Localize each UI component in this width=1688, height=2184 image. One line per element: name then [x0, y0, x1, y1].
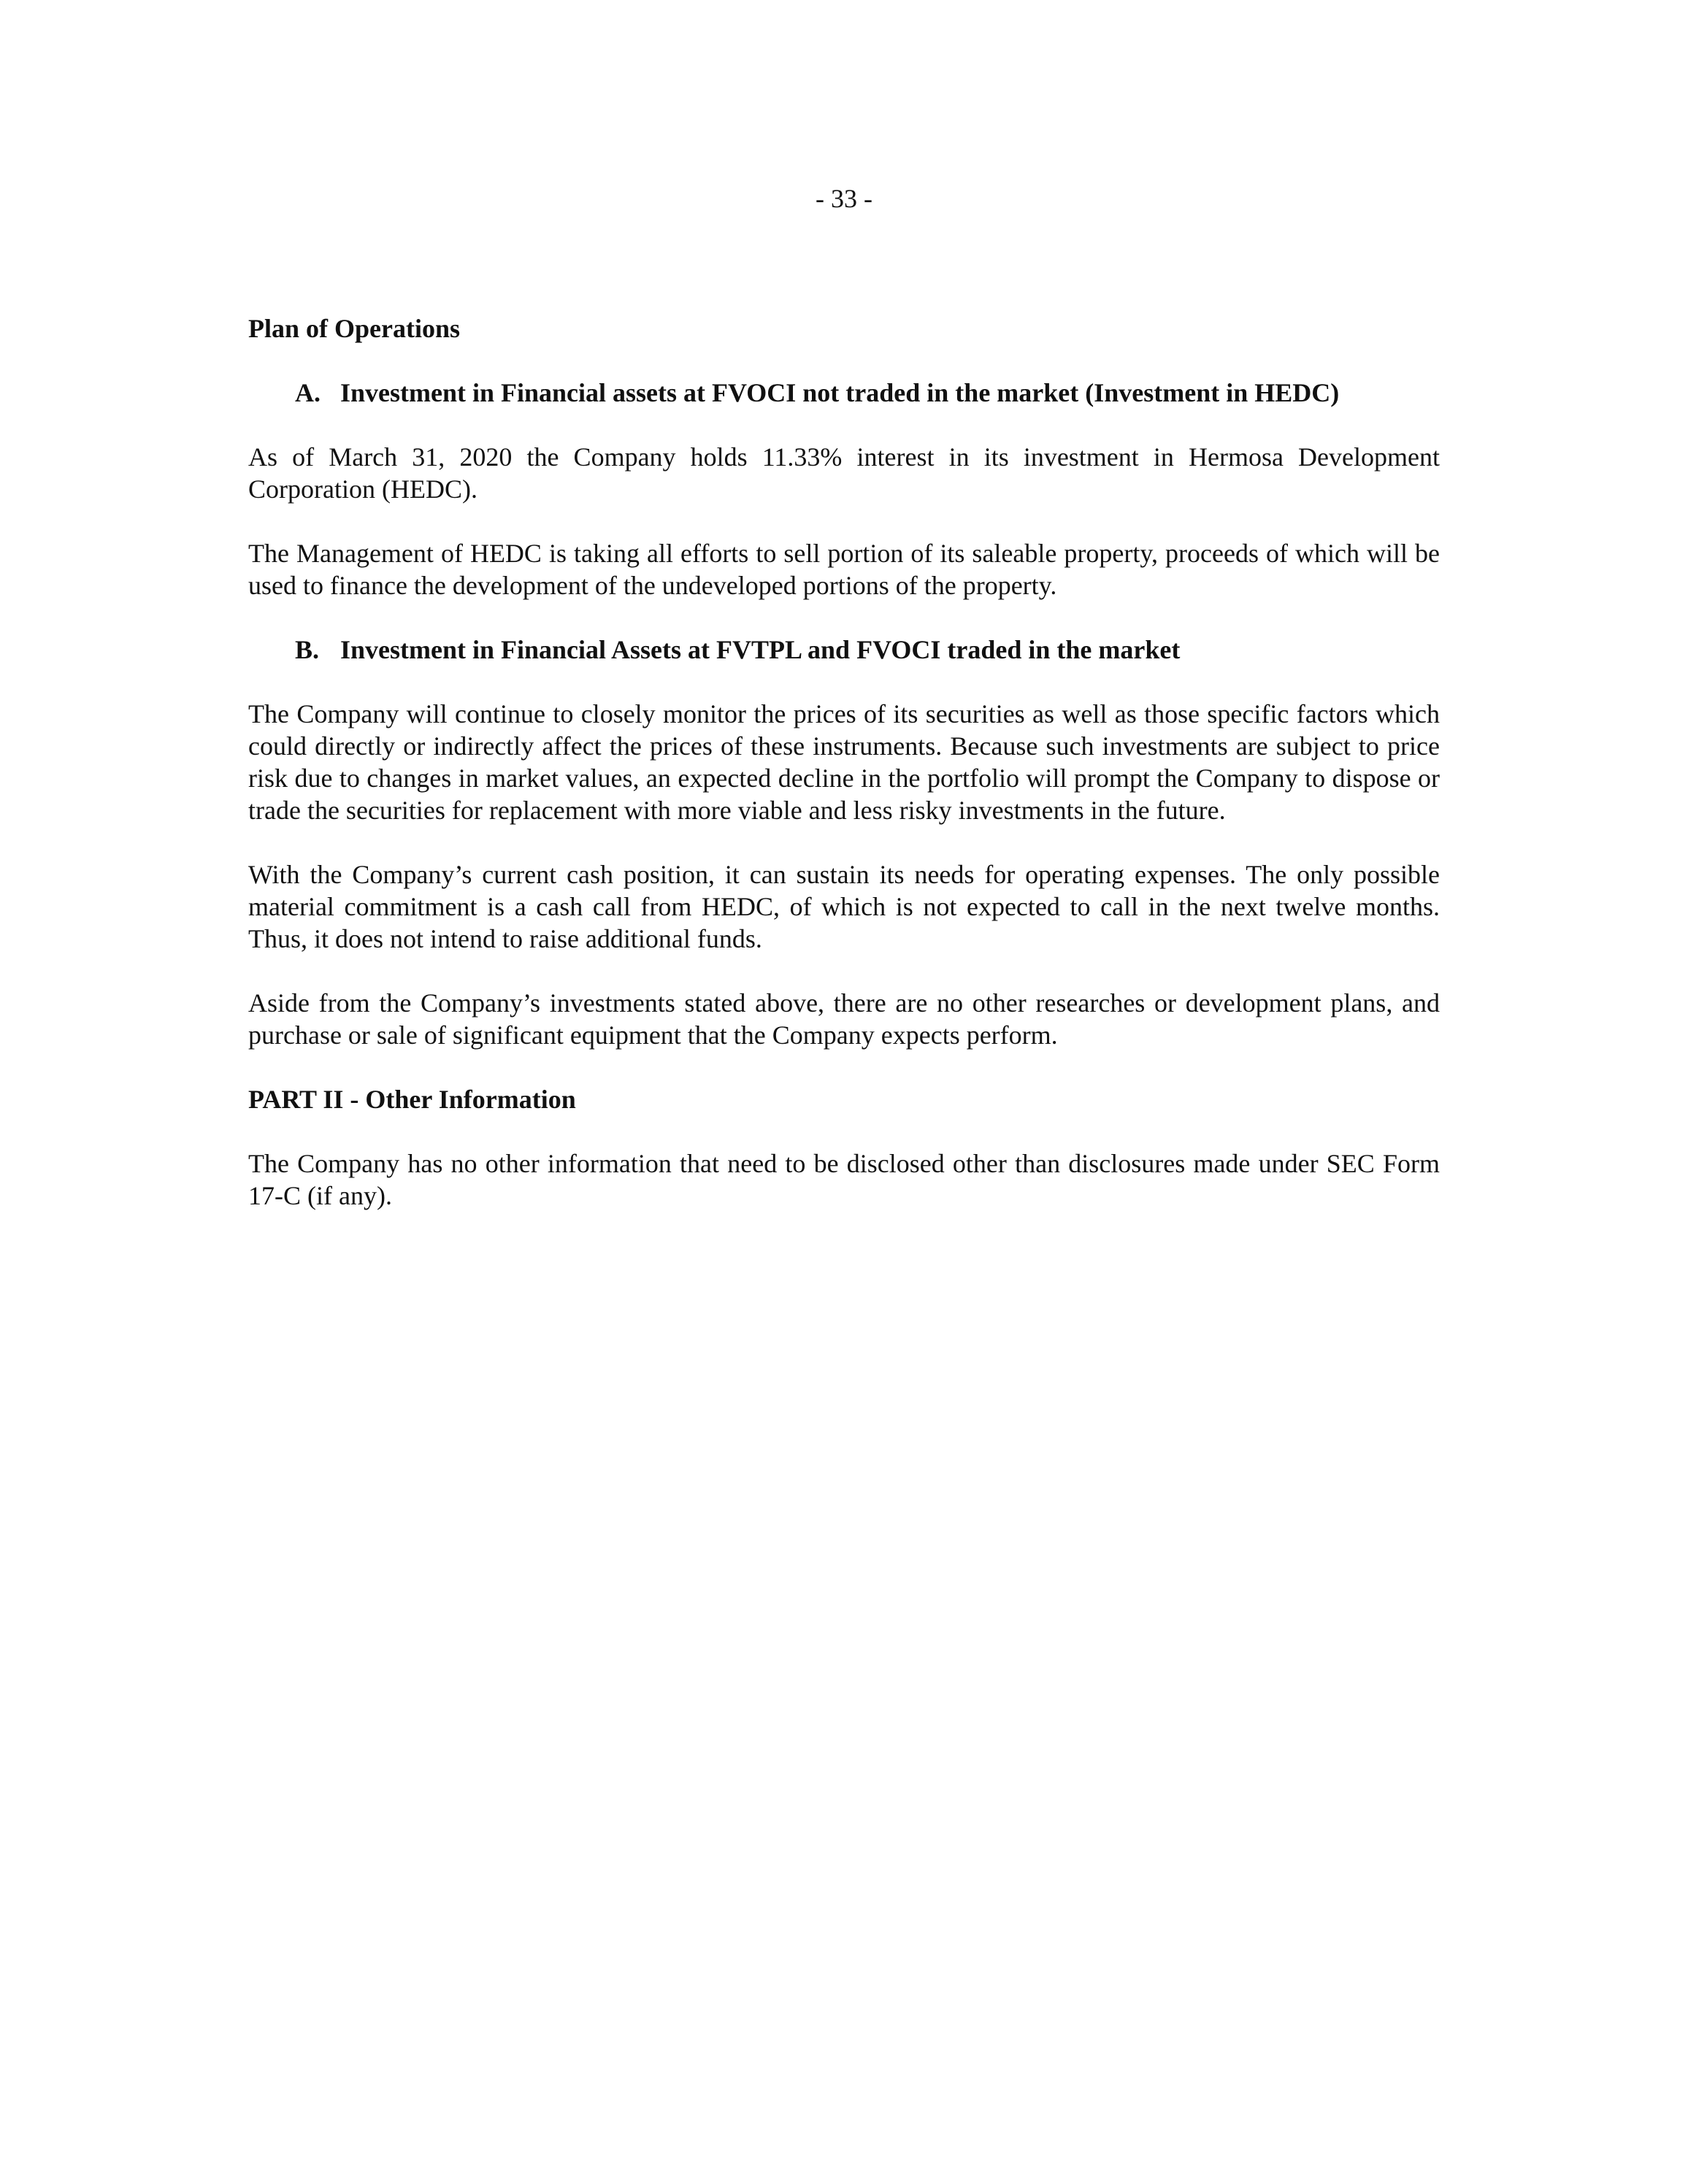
page-number: - 33 - [816, 184, 872, 213]
section-b-heading [248, 634, 1440, 666]
spacer [248, 666, 1440, 698]
section-b-marker: B. [295, 635, 320, 664]
spacer [248, 1051, 1440, 1083]
section-a-title: Investment in Financial assets at FVOCI not traded in the market (Investment in HEDC) [340, 378, 1340, 407]
section-a-marker: A. [295, 378, 321, 407]
part-ii-heading: PART II - Other Information [248, 1085, 576, 1114]
hedc-management-paragraph: The Management of HEDC is taking all efforts to sell portion of its saleable property, proceeds of which will be used to finance the development of the undeveloped portions of the property. [248, 539, 1440, 600]
spacer [248, 345, 1440, 377]
document-body [248, 312, 1440, 1212]
cash-position-paragraph: With the Company’s current cash position, it can sustain its needs for operating expenses. The only possible material commitment is a cash call from HEDC, of which is not expected to call in the next twelve months. Thus, it does not intend to raise additional funds. [248, 860, 1440, 953]
securities-monitoring-paragraph: The Company will continue to closely monitor the prices of its securities as well as those specific factors which could directly or indirectly affect the prices of these instruments. Because such investments are subject to price risk due to changes in market values, an expected decline in the portfolio will prompt the Company to dispose or trade the securities for replacement with more viable and less risky investments in the future. [248, 699, 1440, 825]
spacer [248, 409, 1440, 441]
spacer [248, 1115, 1440, 1147]
section-b-title: Investment in Financial Assets at FVTPL and FVOCI traded in the market [340, 635, 1181, 664]
spacer [248, 601, 1440, 634]
section-a-heading [248, 377, 1440, 409]
other-plans-paragraph: Aside from the Company’s investments stated above, there are no other researches or development plans, and purchase or sale of significant equipment that the Company expects perform. [248, 988, 1440, 1050]
spacer [248, 955, 1440, 987]
spacer [248, 826, 1440, 858]
spacer [248, 505, 1440, 537]
other-information-paragraph: The Company has no other information that need to be disclosed other than disclosures made under SEC Form 17-C (if any). [248, 1149, 1440, 1210]
hedc-interest-paragraph: As of March 31, 2020 the Company holds 11.33% interest in its investment in Hermosa Development Corporation (HEDC). [248, 442, 1440, 504]
plan-of-operations-heading: Plan of Operations [248, 314, 461, 343]
